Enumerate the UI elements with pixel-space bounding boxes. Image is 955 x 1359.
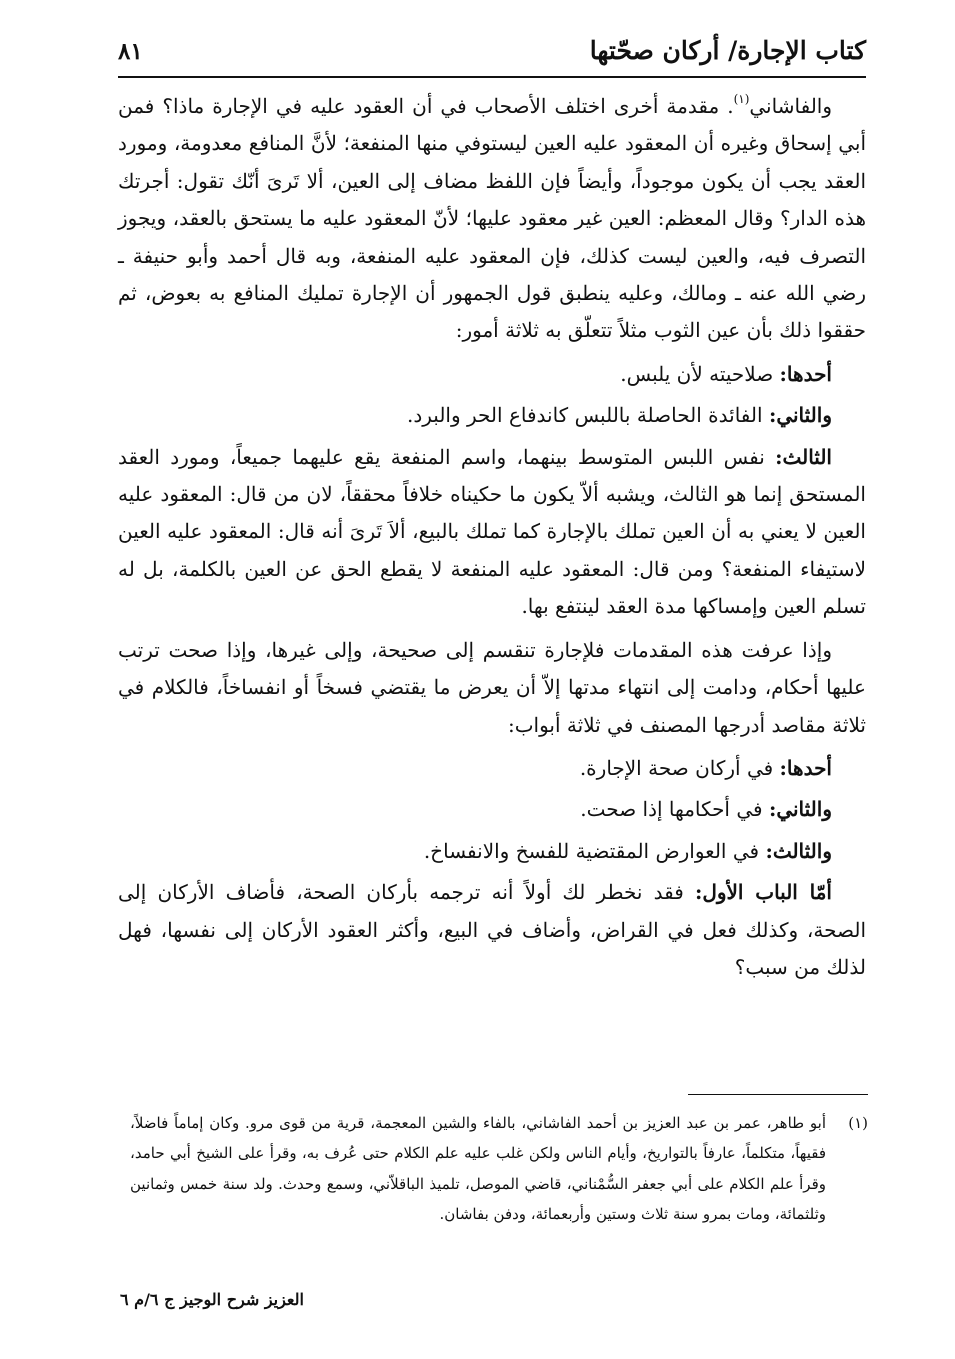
page-signature: العزيز شرح الوجيز ج ٦/م ٦ <box>120 1290 304 1309</box>
paragraph-divisions: وإذا عرفت هذه المقدمات فلإجارة تنقسم إلى صحيحة، وإلى غيرها، وإذا صحت ترتب عليها أحكام، ودامت إلى انتهاء مدتها إلاّ أن يعرض ما يقتضي فسخاً أو انفساخاً، فالكلام في ثلاثة مقاصد أدرجها المصنف في ثلاثة أبواب: <box>118 637 866 737</box>
footnote-text: أبو طاهر، عمر بن عبد العزيز بن أحمد الفاشاني، بالفاء والشين المعجمة، قرية من قوى مرو. وكان إماماً فاضلاً، فقيهاً، متكلماً، عارفاً بالتواريخ، وأيام الناس ولكن غلب عليه علم الكلام حتى عُرف به، وقرأ على الشيخ أبي حامد، وقرأ علم الكلام على أبي جعفر السُّمْناني، قاضي الموصل، تلميذ الباقلاّني، وسمع وحدث. ولد سنة خمس وثمانين وثلثمائة، ومات بمرو سنة ثلاث وستين وأربعمائة، ودفن بفاشان. <box>130 1114 826 1224</box>
page-number: ٨١ <box>118 38 143 65</box>
paragraph-intro-start: والفاشاني <box>749 94 832 118</box>
list-item-label: أحدها: <box>779 755 832 780</box>
list-item-first <box>118 356 866 393</box>
chapter-title: كتاب الإجارة/ أركان صحّتها <box>589 36 866 65</box>
header-divider <box>118 76 866 78</box>
list-item-text: في العوارض المقتضية للفسخ والانفساخ. <box>423 838 766 863</box>
paragraph-label: أمّا الباب الأول: <box>694 880 832 905</box>
list-item-second <box>118 397 866 434</box>
list-item-label: والثالث: <box>765 838 832 863</box>
running-header <box>118 30 866 78</box>
list-item-label: والثاني: <box>768 797 832 822</box>
chapter-item-first <box>118 750 866 787</box>
list-item-text: في أركان صحة الإجارة. <box>579 755 780 780</box>
footnote-reference[interactable]: (١) <box>733 92 750 107</box>
list-item-label: الثالث: <box>775 444 832 469</box>
list-item-text: في أحكامها إذا صحت. <box>580 797 769 822</box>
chapter-item-third <box>118 833 866 870</box>
paragraph-intro <box>118 88 866 350</box>
paragraph-first-chapter <box>118 874 866 986</box>
list-item-label: أحدها: <box>779 361 832 386</box>
paragraph-intro-text: . مقدمة أخرى اختلف الأصحاب في أن العقود عليه في الإجارة ماذا؟ فمن أبي إسحاق وغيره أن المعقود عليه العين ليستوفي منها المنفعة؛ لأنَّ المنافع معدومة، ومورد العقد يجب أن يكون موجوداً، وأيضاً فإن اللفظ مضاف إلى العين، ألا تَرىَ أنّك تقول: أجرتك هذه الدار؟ وقال المعظم: العين غير معقود عليها؛ لأنّ المعقود عليه ما يستحق بالعقد، ويجوز التصرف فيه، والعين ليست كذلك، فإن المعقود عليه المنفعة، وبه قال أحمد وأبو حنيفة ـ رضي الله عنه ـ ومالك، وعليه ينطبق قول الجمهور أن الإجارة تمليك المنافع به بعوض، ثم حققوا ذلك بأن عين الثوب مثلاً تتعلّق به ثلاثة أمور: <box>118 94 866 343</box>
footnote-divider <box>688 1094 868 1095</box>
list-item-text: الفائدة الحاصلة باللبس كاندفاع الحر والبرد. <box>406 403 769 428</box>
paragraph-text: فقد نخطر لك أولاً أنه ترجمه بأركان الصحة، فأضاف الأركان إلى الصحة، وكذلك فعل في القراض، وأضاف في البيع، وأكثر العقود الأركان إلى نفسها، فهل لذلك من سبب؟ <box>118 880 866 979</box>
list-item-label: والثاني: <box>768 403 832 428</box>
list-item-third <box>118 439 866 626</box>
list-item-text: نفس اللبس المتوسط بينهما، واسم المنفعة يقع عليهما جميعاً، ومورد العقد المستحق إنما هو الثالث، ويشبه ألاّ يكون ما حكيناه خلافاً محققاً، لان من قال: المعقود عليه العين لا يعني به أن العين تملك بالإجارة كما تملك بالبيع، ألاَ تَرىَ أنه قال: المعقود عليه العين لاستيفاء المنفعة؟ ومن قال: المعقود عليه المنفعة لا يقطع الحق عن العين بالكلمة، بل له تسلم العين وإمساكها مدة العقد لينتفع بها. <box>118 444 866 619</box>
list-item-text: صلاحيته لأن يلبس. <box>620 361 780 386</box>
footnote-number: (١) <box>848 1114 868 1132</box>
footnote <box>130 1108 868 1230</box>
main-text <box>118 88 866 986</box>
chapter-item-second <box>118 791 866 828</box>
